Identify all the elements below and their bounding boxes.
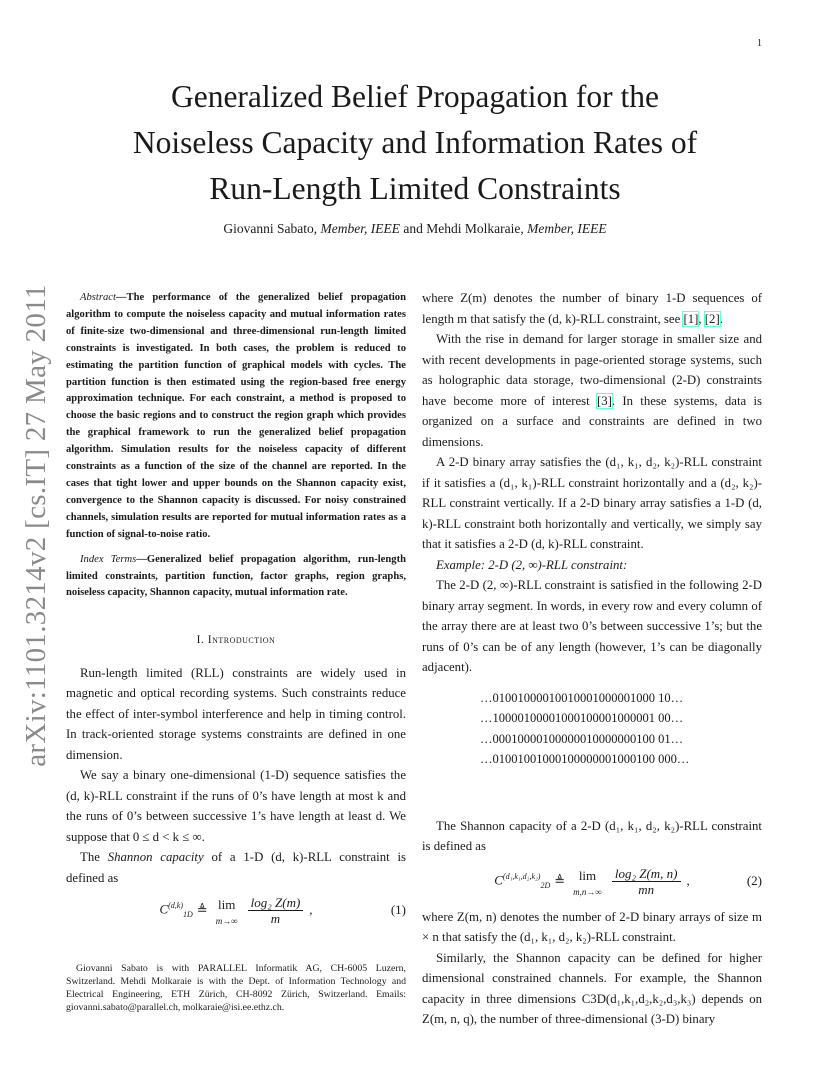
abstract-label: Abstract	[80, 292, 116, 303]
paper-title	[90, 74, 740, 212]
author-line	[90, 221, 740, 237]
author-role: Member, IEEE	[527, 221, 607, 236]
binary-array	[480, 688, 762, 770]
equation-limit: lim m→∞	[215, 897, 238, 926]
section-heading	[66, 630, 406, 651]
paragraph: We say a binary one-dimensional (1-D) sequence satisfies the (d, k)-RLL constraint if the runs of 0’s have length at most k and the runs of 0’s between successive 1’s have length at least d. We suppose that 0 ≤ d < k ≤ ∞.	[66, 768, 406, 844]
section-number: I.	[196, 634, 205, 647]
equation-1	[66, 888, 406, 932]
equation-number: (1)	[390, 902, 406, 918]
paragraph: where Z(m, n) denotes the number of 2-D binary arrays of size m × n that satisfy the (d₁, k₁, d₂, k₂)-RLL constraint.	[422, 909, 762, 944]
text-run: of a 1-D (d, k)-RLL constraint is defined as	[66, 850, 406, 885]
arxiv-stamp	[19, 283, 52, 767]
paragraph: A 2-D binary array satisfies the (d₁, k₁, d₂, k₂)-RLL constraint if it satisfies a (d₁, k₁)-RLL constraint horizontally and a (d₂, k₂)-RLL constraint vertically. If a 2-D binary array satisfies a 1-D (d, k)-RLL constraint both horizontally and vertically, we simply say that it satisfies a 2-D (d, k)-RLL constraint.	[422, 455, 762, 551]
footnote: Giovanni Sabato is with PARALLEL Informatik AG, CH-6005 Luzern, Switzerland. Mehdi Molkaraie is with the Dept. of Information Technology and Electrical Engineering, ETH Zürich, CH-8092 Zürich, Switzerland. Emails: giovanni.sabato@parallel.ch, molkaraie@isi.ee.ethz.ch.	[66, 963, 406, 1013]
equation-limit: lim m,n→∞	[573, 868, 602, 897]
index-terms	[66, 552, 406, 603]
abstract-text: —The performance of the generalized belief propagation algorithm to compute the noiseless capacity and mutual information rates of finite-size two-dimensional and three-dimensional run-length limited constraints is investigated. In both cases, the problem is reduced to estimating the partition function of graphical models with cycles. The partition function is then estimated using the region-based free energy approximation technique. For each constraint, a method is proposed to choose the basic regions and to construct the region graph which provides the graphical framework to run the generalized belief propagation algorithm. Simulation results for the noiseless capacity of different constraints as a function of the size of the channel are reported. In the cases that tight lower and upper bounds on the Shannon capacity exist, convergence to the Shannon capacity is discussed. For noisy constrained channels, simulation results are reported for mutual information rates as a function of signal-to-noise ratio.	[66, 292, 406, 540]
emphasis: Shannon capacity	[107, 850, 204, 865]
left-column	[66, 290, 406, 932]
equation-comma: ,	[309, 902, 313, 918]
paragraph	[66, 847, 406, 888]
paragraph: The Shannon capacity of a 2-D (d₁, k₁, d₂, k₂)-RLL constraint is defined as	[422, 818, 762, 853]
equation-lhs: $C^{(d_1,k_1,d_2,k_2)}_{2D}$	[494, 871, 551, 890]
equation-2	[422, 857, 762, 907]
equation-def: ≜	[196, 902, 208, 918]
text-run: The	[80, 850, 108, 865]
title-line: Noiseless Capacity and Information Rates of	[132, 125, 698, 160]
citation-link[interactable]: [1]	[683, 311, 699, 326]
title-line: Generalized Belief Propagation for the	[170, 79, 660, 114]
citation-link[interactable]: [3]	[596, 393, 612, 408]
equation-fraction: $\frac{\text{log₂ Z(m)}}{m}$	[248, 895, 304, 926]
paragraph: With the rise in demand for larger storage in smaller size and with recent developments in page-oriented storage systems, such as holographic data storage, two-dimensional (2-D) constraints have become more of interest [3]. In these systems, data is organized on a surface and constraints are defined in two dimensions.	[422, 332, 762, 449]
section-title: Introduction	[207, 634, 276, 647]
equation-comma: ,	[686, 873, 690, 889]
author-role: Member, IEEE	[320, 221, 400, 236]
equation-def: ≜	[554, 873, 566, 889]
right-column	[422, 288, 762, 1030]
paragraph: The 2-D (2, ∞)-RLL constraint is satisfied in the following 2-D binary array segment. In words, in every row and every column of the array there are at least two 0’s between successive 1’s; but the runs of 0’s can be of any length (however, 1’s can be diagonally adjacent).	[422, 578, 762, 674]
paragraph: where Z(m) denotes the number of binary 1-D sequences of length m that satisfy the (d, k)-RLL constraint, see [1], [2].	[422, 291, 762, 326]
equation-number: (2)	[746, 873, 762, 889]
title-line: Run-Length Limited Constraints	[209, 171, 621, 206]
author-conjunction: and	[403, 221, 423, 236]
example-heading: Example: 2-D (2, ∞)-RLL constraint:	[436, 557, 628, 572]
array-row: …01001000010010001000001000 10…	[480, 690, 684, 705]
author-name: Giovanni Sabato,	[223, 221, 318, 236]
arxiv-stamp-text: arXiv:1101.3214v2 [cs.IT] 27 May 2011	[19, 283, 52, 767]
index-terms-label: Index Terms	[80, 553, 137, 565]
array-row: …01001001000100000001000100 000…	[480, 752, 690, 766]
array-row: …00010000100000010000000100 01…	[480, 731, 684, 746]
equation-lhs: C$^{(d,k)}_{1D}$	[159, 900, 193, 919]
abstract	[66, 290, 406, 544]
index-terms-text: —Generalized belief propagation algorithm, run-length limited constraints, partition function, factor graphs, region graphs, noiseless capacity, Shannon capacity, mutual information rate.	[66, 553, 406, 599]
equation-fraction: $\frac{\text{log₂ Z(m, n)}}{mn}$	[612, 866, 681, 897]
paragraph: Run-length limited (RLL) constraints are widely used in magnetic and optical recording systems. Such constraints reduce the effect of inter-symbol interference and help in timing control. In track-oriented storage systems constraints are defined in one dimension.	[66, 665, 406, 762]
author-name: Mehdi Molkaraie,	[426, 221, 524, 236]
citation-link[interactable]: [2]	[704, 311, 720, 326]
paragraph: Similarly, the Shannon capacity can be defined for higher dimensional constrained channels. For example, the Shannon capacity in three dimensions C3D(d₁,k₁,d₂,k₂,d₃,k₃) depends on Z(m, n, q), the number of three-dimensional (3-D) binary	[422, 950, 762, 1026]
page-number: 1	[757, 38, 762, 49]
array-row: …10000100001000100001000001 00…	[480, 711, 684, 725]
